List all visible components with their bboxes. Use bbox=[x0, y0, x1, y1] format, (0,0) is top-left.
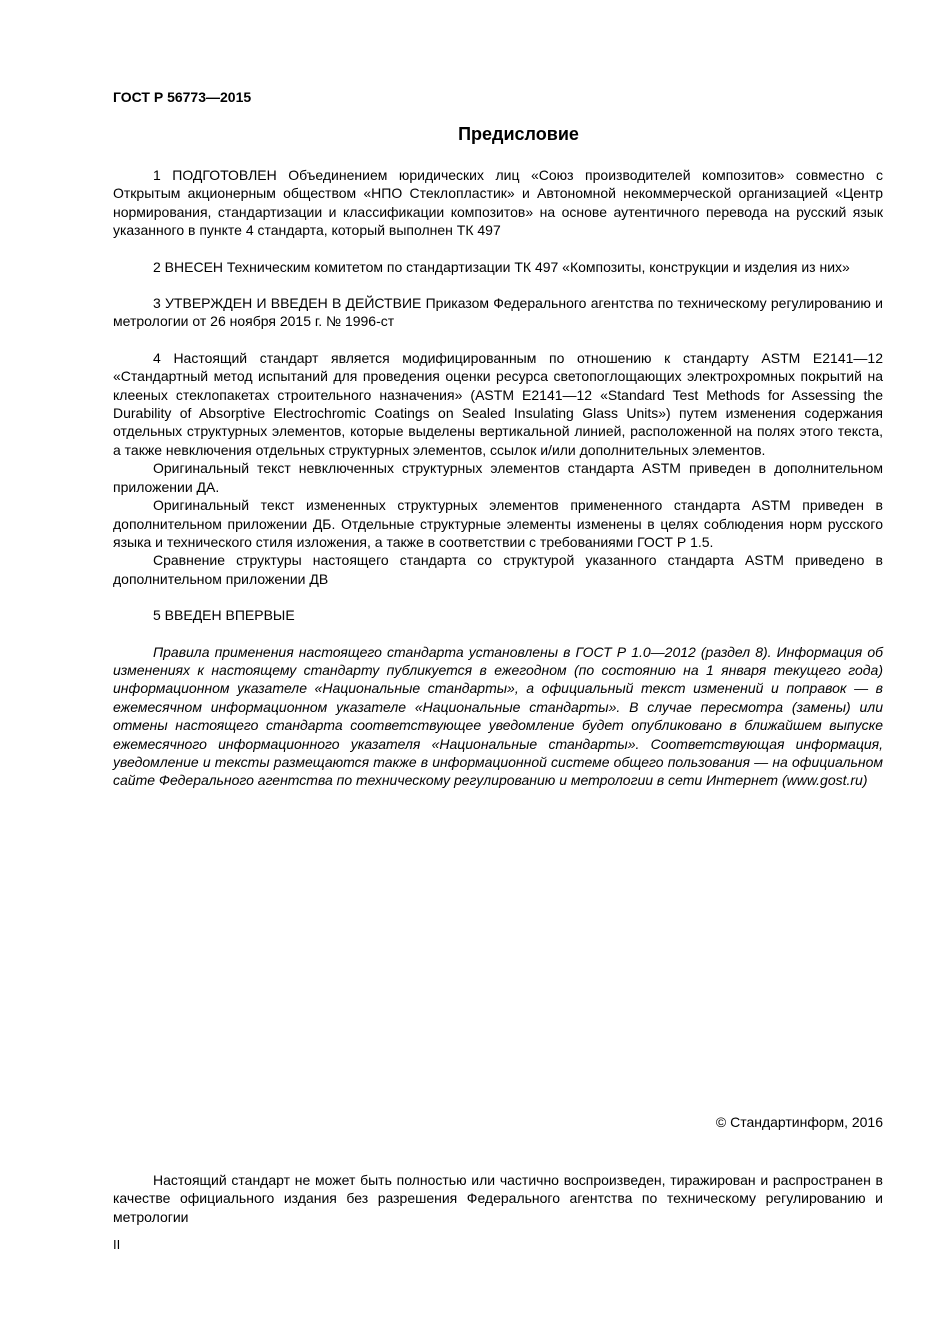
paragraph-modified-standard: 4 Настоящий стандарт является модифицированным по отношению к стандарту ASTM E2141—12 «Стандартный метод испытаний для проведения оценки ресурса светопоглощающих электрохромных покрытий на клееных стеклопакетах строительного назначения» (ASTM E2141—12 «Standard Test Methods for Assessing the Durability of Absorptive Electrochromic Coatings on Sealed Insulating Glass Units») путем изменения содержания отдельных структурных элементов, которые выделены вертикальной линией, расположенной на полях этого текста, а также невключения отдельных структурных элементов, ссылок и/или дополнительных элементов. bbox=[113, 349, 883, 458]
document-code: ГОСТ Р 56773—2015 bbox=[113, 89, 252, 105]
paragraph-prepared: 1 ПОДГОТОВЛЕН Объединением юридических лиц «Союз производителей композитов» совместно с Открытым акционерным обществом «НПО Стеклопластик» и Автономной некоммерческой организацией «Центр нормирования, стандартизации и классификации композитов» на основе аутентичного перевода на русский язык указанного в пункте 4 стандарта, который выполнен ТК 497 bbox=[113, 167, 883, 239]
legal-notice bbox=[113, 1171, 883, 1226]
paragraph-appendix-db: Оригинальный текст измененных структурных элементов примененного стандарта ASTM приведен в дополнительном приложении ДБ. Отдельные структурные элементы изменены в целях соблюдения норм русского языка и технического стиля изложения, а также в соответствии с требованиями ГОСТ Р 1.5. bbox=[113, 497, 883, 550]
legal-paragraph: Настоящий стандарт не может быть полностью или частично воспроизведен, тиражирован и распространен в качестве официального издания без разрешения Федерального агентства по техническому регулированию и метрологии bbox=[113, 1172, 883, 1225]
paragraph-appendix-da: Оригинальный текст невключенных структурных элементов стандарта ASTM приведен в дополнительном приложении ДА. bbox=[113, 460, 883, 495]
foreword-body bbox=[113, 166, 883, 790]
paragraph-introduced: 2 ВНЕСЕН Техническим комитетом по стандартизации ТК 497 «Композиты, конструкции и изделия из них» bbox=[153, 258, 850, 275]
paragraph-appendix-dv: Сравнение структуры настоящего стандарта со структурой указанного стандарта ASTM приведено в дополнительном приложении ДВ bbox=[113, 552, 883, 587]
page-title: Предисловие bbox=[458, 124, 579, 144]
paragraph-approved: 3 УТВЕРЖДЕН И ВВЕДЕН В ДЕЙСТВИЕ Приказом Федерального агентства по техническому регулированию и метрологии от 26 ноября 2015 г. № 1996-ст bbox=[113, 295, 883, 330]
notice-paragraph: Правила применения настоящего стандарта установлены в ГОСТ Р 1.0—2012 (раздел 8). Информация об изменениях к настоящему стандарту публикуется в ежегодном (по состоянию на 1 января текущего года) информационном указателе «Национальные стандарты», а официальный текст изменений и поправок — в ежемесячном информационном указателе «Национальные стандарты». В случае пересмотра (замены) или отмены настоящего стандарта соответствующее уведомление будет опубликовано в ближайшем выпуске ежемесячного информационного указателя «Национальные стандарты». Соответствующая информация, уведомление и тексты размещаются также в информационной системе общего пользования — на официальном сайте Федерального агентства по техническому регулированию и метрологии в сети Интернет (www.gost.ru) bbox=[113, 643, 883, 789]
paragraph-first-introduced: 5 ВВЕДЕН ВПЕРВЫЕ bbox=[153, 607, 295, 624]
page-number: II bbox=[113, 1237, 121, 1252]
copyright-notice: © Стандартинформ, 2016 bbox=[715, 1114, 883, 1130]
